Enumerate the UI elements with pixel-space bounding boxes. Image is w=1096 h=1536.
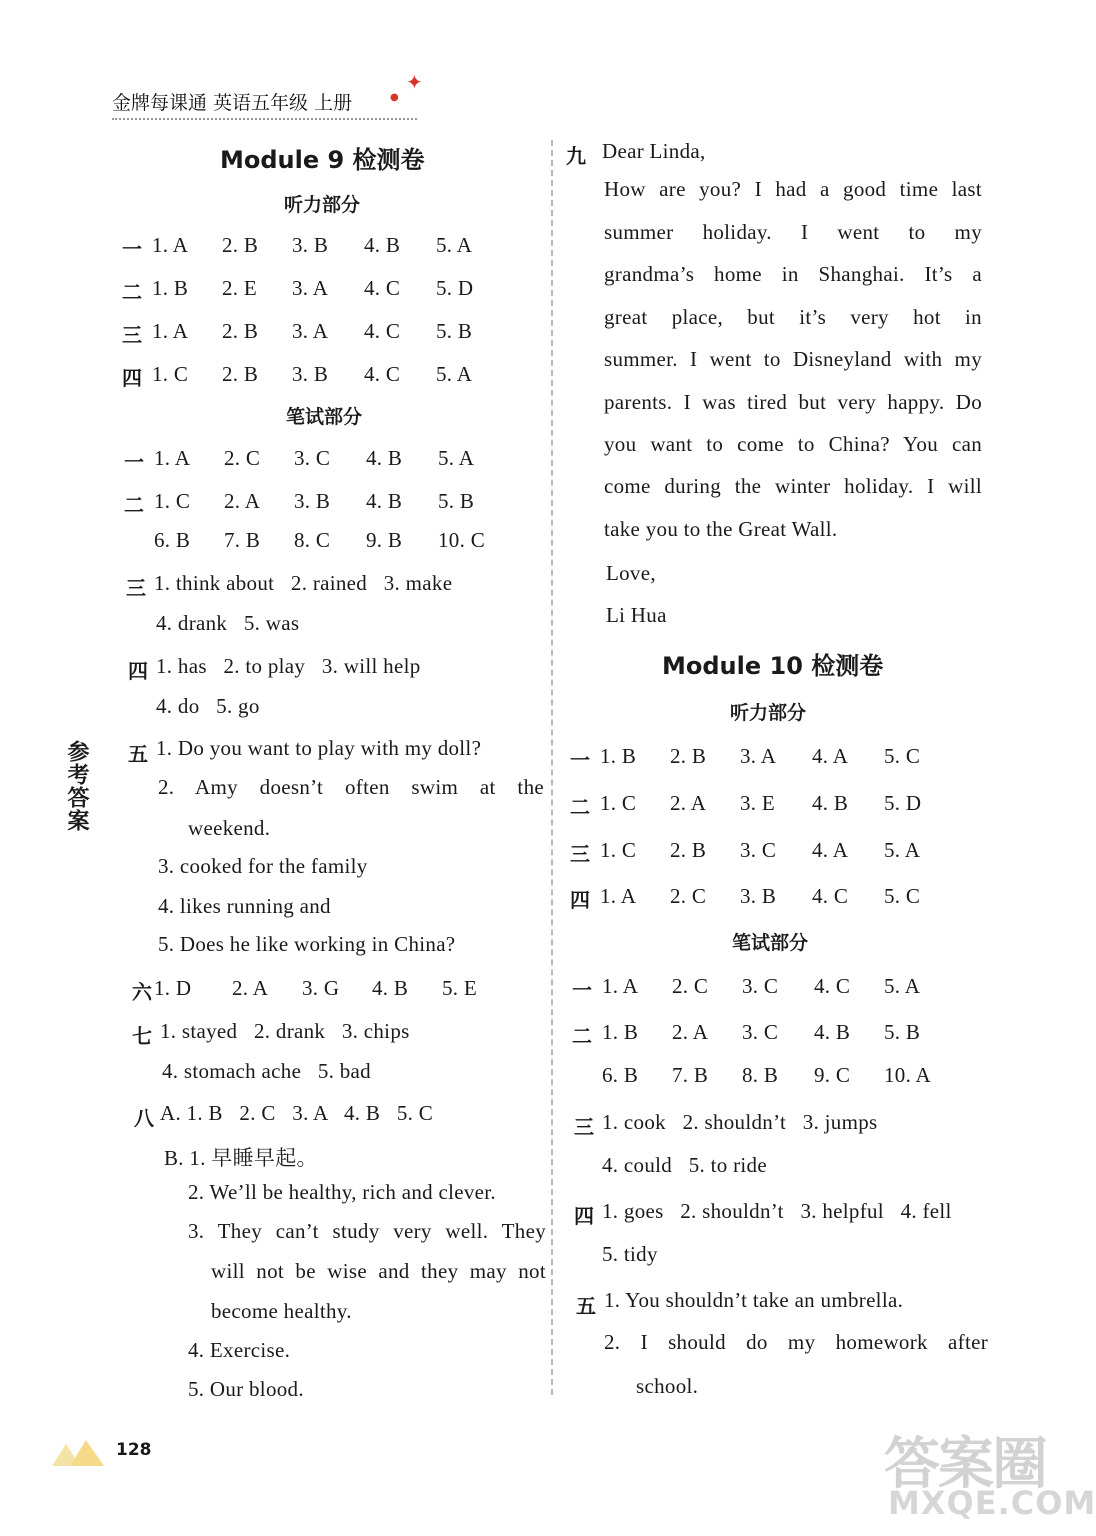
star-icon: ✦ bbox=[406, 70, 423, 94]
answer-line bbox=[188, 1219, 546, 1247]
answer: 1. C bbox=[600, 838, 637, 862]
question-number: 三 bbox=[574, 1115, 594, 1139]
answer: 1. A bbox=[154, 446, 191, 470]
answer-line: 1. Do you want to play with my doll? bbox=[156, 736, 482, 760]
module9-writing-heading: 笔试部分 bbox=[286, 406, 363, 428]
answer: 5. C bbox=[884, 744, 921, 768]
question-number: 四 bbox=[128, 659, 148, 683]
book-title: 金牌每课通 英语五年级 上册 bbox=[112, 92, 353, 114]
question-number: 四 bbox=[570, 888, 591, 912]
answer-line bbox=[604, 1330, 988, 1358]
answer-line: 4. could 5. to ride bbox=[602, 1153, 767, 1177]
answer: 1. B bbox=[152, 276, 189, 300]
answer: 5. E bbox=[442, 976, 478, 1000]
answer-line: weekend. bbox=[188, 816, 271, 840]
answer-line: 4. do 5. go bbox=[156, 694, 260, 718]
question-number: 三 bbox=[126, 576, 146, 600]
answer: 9. C bbox=[814, 1063, 851, 1087]
answer: 10. A bbox=[884, 1063, 932, 1087]
letter-salutation: Dear Linda, bbox=[602, 139, 706, 163]
question-number: 二 bbox=[124, 493, 145, 517]
question-number: 二 bbox=[572, 1024, 593, 1048]
answer-line: 1. think about 2. rained 3. make bbox=[154, 571, 453, 595]
letter-text: summer holiday. I went to my bbox=[604, 220, 982, 244]
answer-line: 1. You shouldn’t take an umbrella. bbox=[604, 1288, 904, 1312]
mountain-icon bbox=[52, 1436, 110, 1468]
answer-line: 5. Our blood. bbox=[188, 1377, 304, 1401]
answer-text: 2. Amy doesn’t often swim at the bbox=[158, 775, 544, 799]
letter-line bbox=[604, 432, 982, 460]
answer: 3. C bbox=[740, 838, 777, 862]
answer: 2. C bbox=[670, 884, 707, 908]
answer: 4. B bbox=[364, 233, 401, 257]
letter-text: grandma’s home in Shanghai. It’s a bbox=[604, 262, 982, 286]
answer-line: 5. tidy bbox=[602, 1242, 658, 1266]
module10-listening-heading: 听力部分 bbox=[730, 702, 807, 724]
question-number: 八 bbox=[134, 1106, 154, 1130]
answer: 2. B bbox=[670, 744, 707, 768]
answer-line: 1. goes 2. shouldn’t 3. helpful 4. fell bbox=[602, 1199, 952, 1223]
answer: 2. C bbox=[224, 446, 261, 470]
answer: 3. G bbox=[302, 976, 340, 1000]
answer-line: 1. has 2. to play 3. will help bbox=[156, 654, 421, 678]
letter-line bbox=[604, 474, 982, 502]
answer: 8. B bbox=[742, 1063, 779, 1087]
header-rule bbox=[112, 118, 417, 120]
answer: 5. B bbox=[436, 319, 473, 343]
answer: 4. B bbox=[366, 489, 403, 513]
module9-listening-heading: 听力部分 bbox=[284, 194, 361, 216]
answer: 5. D bbox=[436, 276, 474, 300]
letter-signature: Li Hua bbox=[606, 603, 667, 627]
question-number: 六 bbox=[132, 980, 153, 1004]
answer-text: will not be wise and they may not bbox=[211, 1259, 546, 1283]
letter-text: How are you? I had a good time last bbox=[604, 177, 982, 201]
question-number: 二 bbox=[122, 280, 143, 304]
answer: 1. B bbox=[600, 744, 637, 768]
answer: 1. C bbox=[154, 489, 191, 513]
answer-line: become healthy. bbox=[211, 1299, 352, 1323]
answer-line: school. bbox=[636, 1374, 699, 1398]
answer-line: 4. Exercise. bbox=[188, 1338, 291, 1362]
watermark-url: MXQE.COM bbox=[888, 1484, 1096, 1522]
answer: 9. B bbox=[366, 528, 403, 552]
answer: 5. B bbox=[884, 1020, 921, 1044]
answer-line: B. 1. 早睡早起。 bbox=[164, 1146, 318, 1170]
question-number: 一 bbox=[572, 978, 593, 1002]
letter-line bbox=[604, 262, 982, 290]
answer: 5. A bbox=[884, 838, 921, 862]
question-number: 三 bbox=[122, 323, 143, 347]
column-divider bbox=[551, 140, 553, 1395]
answer: 3. A bbox=[292, 276, 329, 300]
letter-text: parents. I was tired but very happy. Do bbox=[604, 390, 982, 414]
answer: 2. E bbox=[222, 276, 258, 300]
answer: 5. A bbox=[436, 362, 473, 386]
letter-line: take you to the Great Wall. bbox=[604, 517, 838, 541]
answer-text: 2. I should do my homework after bbox=[604, 1330, 988, 1354]
answer: 7. B bbox=[672, 1063, 709, 1087]
letter-text: summer. I went to Disneyland with my bbox=[604, 347, 982, 371]
answer: 2. B bbox=[670, 838, 707, 862]
answer-line: 4. drank 5. was bbox=[156, 611, 300, 635]
answer-line bbox=[158, 775, 544, 803]
answer: 4. C bbox=[364, 276, 401, 300]
dot-icon: ● bbox=[390, 92, 399, 103]
module10-writing-heading: 笔试部分 bbox=[732, 932, 809, 954]
answer: 2. A bbox=[670, 791, 707, 815]
answer-line: 2. We’ll be healthy, rich and clever. bbox=[188, 1180, 496, 1204]
answer: 3. B bbox=[294, 489, 331, 513]
question-number: 一 bbox=[122, 237, 143, 261]
answer: 5. A bbox=[436, 233, 473, 257]
answer: 1. C bbox=[600, 791, 637, 815]
answer: 2. B bbox=[222, 362, 259, 386]
question-number: 一 bbox=[570, 748, 591, 772]
answer: 4. C bbox=[812, 884, 849, 908]
answer: 3. B bbox=[292, 233, 329, 257]
question-number: 五 bbox=[576, 1294, 596, 1318]
answer-line: 4. stomach ache 5. bad bbox=[162, 1059, 371, 1083]
letter-text: great place, but it’s very hot in bbox=[604, 305, 982, 329]
answer: 3. C bbox=[742, 974, 779, 998]
answer: 5. B bbox=[438, 489, 475, 513]
question-number: 四 bbox=[122, 366, 143, 390]
answer: 3. B bbox=[740, 884, 777, 908]
answer: 4. C bbox=[364, 362, 401, 386]
letter-line bbox=[604, 347, 982, 375]
answer: 4. C bbox=[814, 974, 851, 998]
answer-line: A. 1. B 2. C 3. A 4. B 5. C bbox=[160, 1101, 434, 1125]
answer: 5. A bbox=[884, 974, 921, 998]
answer: 3. B bbox=[292, 362, 329, 386]
answer: 2. B bbox=[222, 319, 259, 343]
letter-line bbox=[604, 390, 982, 418]
module9-title: Module 9 检测卷 bbox=[220, 146, 425, 174]
letter-line bbox=[604, 177, 982, 205]
answer: 7. B bbox=[224, 528, 261, 552]
question-number: 九 bbox=[566, 144, 586, 168]
answer-line: 4. likes running and bbox=[158, 894, 331, 918]
answer: 4. A bbox=[812, 744, 849, 768]
answer: 4. B bbox=[814, 1020, 851, 1044]
answer: 3. A bbox=[292, 319, 329, 343]
answer: 4. B bbox=[372, 976, 409, 1000]
letter-closing: Love, bbox=[606, 561, 656, 585]
answer: 1. A bbox=[600, 884, 637, 908]
module10-title: Module 10 检测卷 bbox=[662, 652, 884, 680]
answer: 1. A bbox=[152, 233, 189, 257]
answer: 2. B bbox=[222, 233, 259, 257]
answer: 1. C bbox=[152, 362, 189, 386]
letter-text: you want to come to China? You can bbox=[604, 432, 982, 456]
answer-line: 3. cooked for the family bbox=[158, 854, 368, 878]
watermark-logo: 答案圈 bbox=[884, 1432, 1046, 1497]
answer: 2. A bbox=[672, 1020, 709, 1044]
question-number: 二 bbox=[570, 795, 591, 819]
answer: 5. A bbox=[438, 446, 475, 470]
answer: 4. A bbox=[812, 838, 849, 862]
question-number: 三 bbox=[570, 842, 591, 866]
side-tab: 参考答案 bbox=[64, 740, 89, 832]
answer: 3. A bbox=[740, 744, 777, 768]
answer: 1. A bbox=[602, 974, 639, 998]
answer: 1. D bbox=[154, 976, 192, 1000]
page-number: 128 bbox=[116, 1440, 152, 1460]
answer: 2. C bbox=[672, 974, 709, 998]
letter-line bbox=[604, 305, 982, 333]
answer: 3. C bbox=[294, 446, 331, 470]
answer: 6. B bbox=[154, 528, 191, 552]
answer: 8. C bbox=[294, 528, 331, 552]
answer-line: 1. stayed 2. drank 3. chips bbox=[160, 1019, 410, 1043]
answer: 2. A bbox=[232, 976, 269, 1000]
answer: 5. D bbox=[884, 791, 922, 815]
answer-line bbox=[211, 1259, 546, 1287]
answer: 2. A bbox=[224, 489, 261, 513]
question-number: 一 bbox=[124, 450, 145, 474]
answer: 4. C bbox=[364, 319, 401, 343]
answer: 4. B bbox=[366, 446, 403, 470]
answer: 4. B bbox=[812, 791, 849, 815]
letter-text: come during the winter holiday. I will bbox=[604, 474, 982, 498]
answer-line: 1. cook 2. shouldn’t 3. jumps bbox=[602, 1110, 878, 1134]
answer: 1. A bbox=[152, 319, 189, 343]
question-number: 四 bbox=[574, 1204, 594, 1228]
answer-text: 3. They can’t study very well. They bbox=[188, 1219, 546, 1243]
answer: 5. C bbox=[884, 884, 921, 908]
answer: 3. E bbox=[740, 791, 776, 815]
question-number: 七 bbox=[132, 1024, 152, 1048]
question-number: 五 bbox=[128, 742, 148, 766]
letter-line bbox=[604, 220, 982, 248]
answer: 6. B bbox=[602, 1063, 639, 1087]
answer: 3. C bbox=[742, 1020, 779, 1044]
answer: 1. B bbox=[602, 1020, 639, 1044]
answer-line: 5. Does he like working in China? bbox=[158, 932, 456, 956]
answer: 10. C bbox=[438, 528, 486, 552]
